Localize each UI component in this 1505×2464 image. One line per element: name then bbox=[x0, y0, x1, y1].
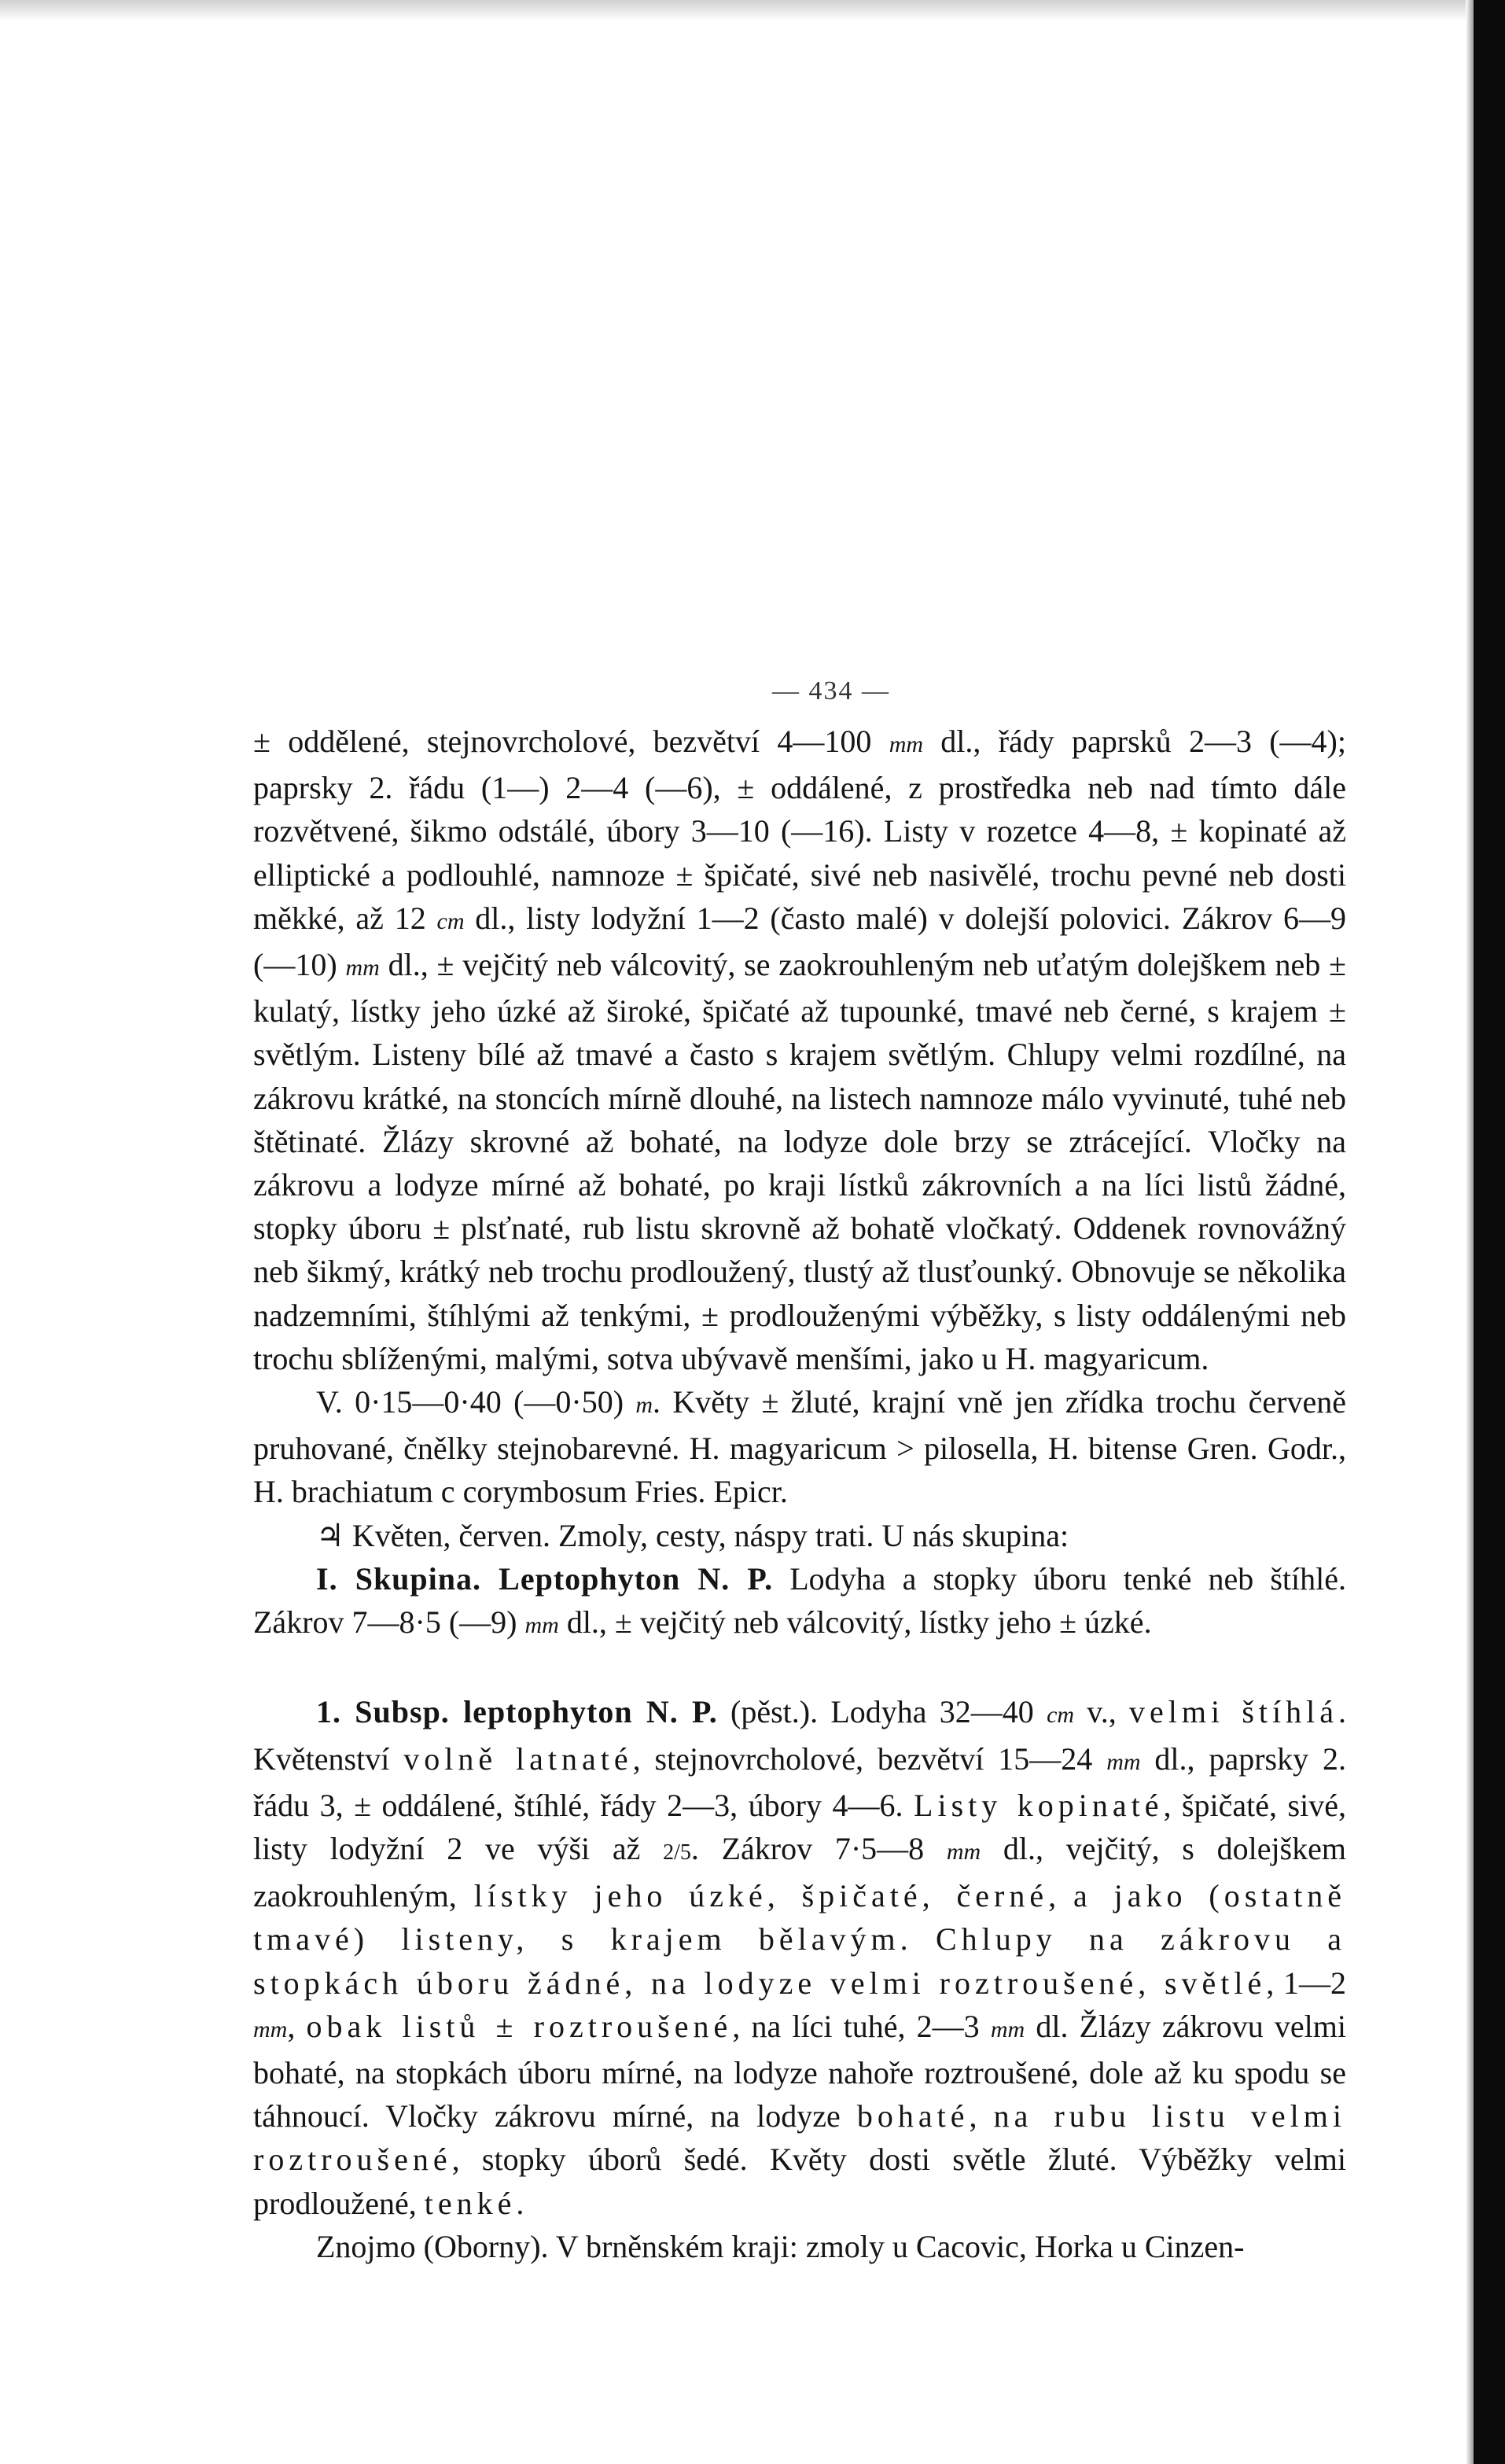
subspecies-paragraph bbox=[253, 1690, 1346, 2224]
text-run: velmi štíhlá bbox=[1128, 1694, 1338, 1730]
text-run: . bbox=[900, 1921, 936, 1958]
scan-edge-top bbox=[0, 0, 1505, 20]
text-run: I. Skupina. Leptophyton N. P. bbox=[316, 1560, 774, 1597]
text-run: . Květy ± žluté, krajní vně jen zřídka trochu červeně pruhované, čnělky stejnobarevné. H. magyaricum > pilosella, H. bitense Gren. Godr., H. brachiatum c corymbosum Fries. Epicr. bbox=[253, 1384, 1346, 1510]
size-color-paragraph bbox=[253, 1380, 1346, 1514]
description-paragraph bbox=[253, 720, 1346, 1380]
text-run: , bbox=[287, 2008, 307, 2044]
text-run: dl., ± vejčitý neb válcovitý, lístky jeho ± úzké. bbox=[558, 1604, 1152, 1641]
text-run: mm bbox=[524, 1612, 559, 1639]
text-run: cm bbox=[1047, 1702, 1075, 1729]
text-run: Znojmo (Oborny). V brněnském kraji: zmoly u Cacovic, Horka u Cinzen- bbox=[316, 2228, 1245, 2264]
text-run: v., bbox=[1074, 1694, 1129, 1730]
text-run: , stopky úborů šedé. Květy dosti světle žluté. Výběžky velmi prodloužené, bbox=[253, 2142, 1346, 2221]
text-run: ± oddělené, stejnovrcholové, bezvětví 4—100 bbox=[253, 724, 889, 759]
season-habitat-paragraph bbox=[253, 1514, 1346, 1557]
text-run: mm bbox=[990, 2016, 1025, 2042]
scan-edge-right-shadow bbox=[1466, 0, 1474, 2464]
text-run: tenké bbox=[424, 2185, 517, 2221]
text-run: . bbox=[516, 2185, 524, 2221]
text-run: mm bbox=[889, 731, 924, 757]
text-run: cm bbox=[436, 908, 465, 934]
text-run: (pěst.). Lodyha 32—40 bbox=[717, 1694, 1047, 1730]
text-run: , bbox=[1048, 1878, 1074, 1914]
text-run: V. 0·15—0·40 (—0·50) bbox=[316, 1384, 636, 1420]
text-run: . Květenství bbox=[253, 1694, 1346, 1777]
text-run: 1. Subsp. leptophyton N. P. bbox=[316, 1694, 718, 1730]
text-run: lístky jeho úzké, špičaté, černé bbox=[473, 1878, 1049, 1914]
text-run: dl., řády paprsků 2—3 (—4); paprsky 2. řádu (1—) 2—4 (—6), ± oddálené, z prostředka neb nad tímto dále rozvětvené, šikmo odstálé, úbory 3—10 (—16). Listy v rozetce 4—8, ± kopinaté až elliptické a podlouhlé, namnoze ± špičaté, sivé neb nasivělé, trochu pevné neb dosti měkké, až 12 bbox=[253, 724, 1346, 936]
text-run: mm bbox=[345, 955, 380, 982]
text-run: dl. Žlázy zákrovu velmi bohaté, na stopkách úboru mírné, na lodyze nahoře roztroušené, dole až ku spodu se táhnoucí. Vločky zákrovu mírné, na lodyze bbox=[253, 2008, 1347, 2134]
text-run: dl., listy lodyžní 1—2 (často malé) v dolejší polovici. Zákrov 6—9 (—10) bbox=[253, 900, 1346, 983]
text-run: obak listů ± roztroušené bbox=[306, 2008, 733, 2044]
text-run: , bbox=[969, 2098, 994, 2134]
text-run: bohaté bbox=[856, 2098, 970, 2134]
text-run: na rubu listu velmi roztroušené bbox=[253, 2098, 1347, 2178]
text-run: Lodyha a stopky úboru tenké neb štíhlé. Zákrov 7—8·5 (—9) bbox=[253, 1560, 1346, 1641]
spacer bbox=[253, 1647, 1346, 1690]
text-run: mm bbox=[946, 1839, 981, 1865]
text-run: volně latnaté bbox=[403, 1740, 633, 1777]
body-text bbox=[253, 720, 1346, 2268]
text-run: . Zákrov 7·5—8 bbox=[690, 1831, 947, 1867]
text-run: mm bbox=[1106, 1748, 1141, 1775]
scan-edge-right bbox=[1474, 0, 1505, 2464]
text-run: dl., ± vejčitý neb válcovitý, se zaokrouhleným neb uťatým dolejškem neb ± kulatý, lístky jeho úzké až široké, špičaté až tupounké, tmavé neb černé, s krajem ± světlým. Listeny bílé až tmavé a často s krajem světlým. Chlupy velmi rozdílné, na zákrovu krátké, na stoncích mírně dlouhé, na listech namnoze málo vyvinuté, tuhé neb štětinaté. Žlázy skrovné až bohaté, na lodyze dole brzy se ztrácející. Vločky na zákrovu a lodyze mírné až bohaté, po kraji lístků zákrovních a na líci listů žádné, stopky úboru ± plsťnaté, rub listu skrovně až bohatě vločkatý. Oddenek rovnovážný neb šikmý, krátký neb trochu prodloužený, tlustý až tlusťounký. Obnovuje se několika nadzemními, štíhlými až tenkými, ± prodlouženými výběžky, s listy oddálenými neb trochu sblíženými, malými, sotva ubývavě menšími, jako u H. magyaricum. bbox=[253, 947, 1347, 1376]
text-run: dl., vejčitý, s dolejškem zaokrouhleným, bbox=[253, 1831, 1346, 1914]
text-run: , na líci tuhé, 2—3 bbox=[732, 2008, 991, 2044]
text-run: mm bbox=[253, 2016, 288, 2042]
text-run: , stejnovrcholové, bezvětví 15—24 bbox=[632, 1740, 1107, 1777]
page-number: — 434 — bbox=[772, 676, 890, 705]
text-run: Listy kopinaté bbox=[914, 1787, 1164, 1823]
group-heading-paragraph bbox=[253, 1557, 1346, 1647]
locality-paragraph bbox=[253, 2225, 1346, 2268]
text-run: , špičaté, sivé, listy lodyžní 2 ve výši až bbox=[253, 1787, 1346, 1867]
text-run: Chlupy na zákrovu a stopkách úboru žádné, na lodyze velmi roztroušené, světlé bbox=[253, 1921, 1346, 2001]
text-run: a jako (ostatně tmavé) listeny, s krajem bělavým bbox=[253, 1878, 1347, 1958]
text-run: 2/5 bbox=[663, 1840, 691, 1865]
text-run: , 1—2 bbox=[1266, 1965, 1346, 2001]
text-run: m bbox=[635, 1392, 653, 1419]
text-run: ♃ Květen, červen. Zmoly, cesty, náspy trati. U nás skupina: bbox=[316, 1517, 1069, 1553]
text-run: dl., paprsky 2. řádu 3, ± oddálené, štíhlé, řády 2—3, úbory 4—6. bbox=[253, 1740, 1346, 1823]
